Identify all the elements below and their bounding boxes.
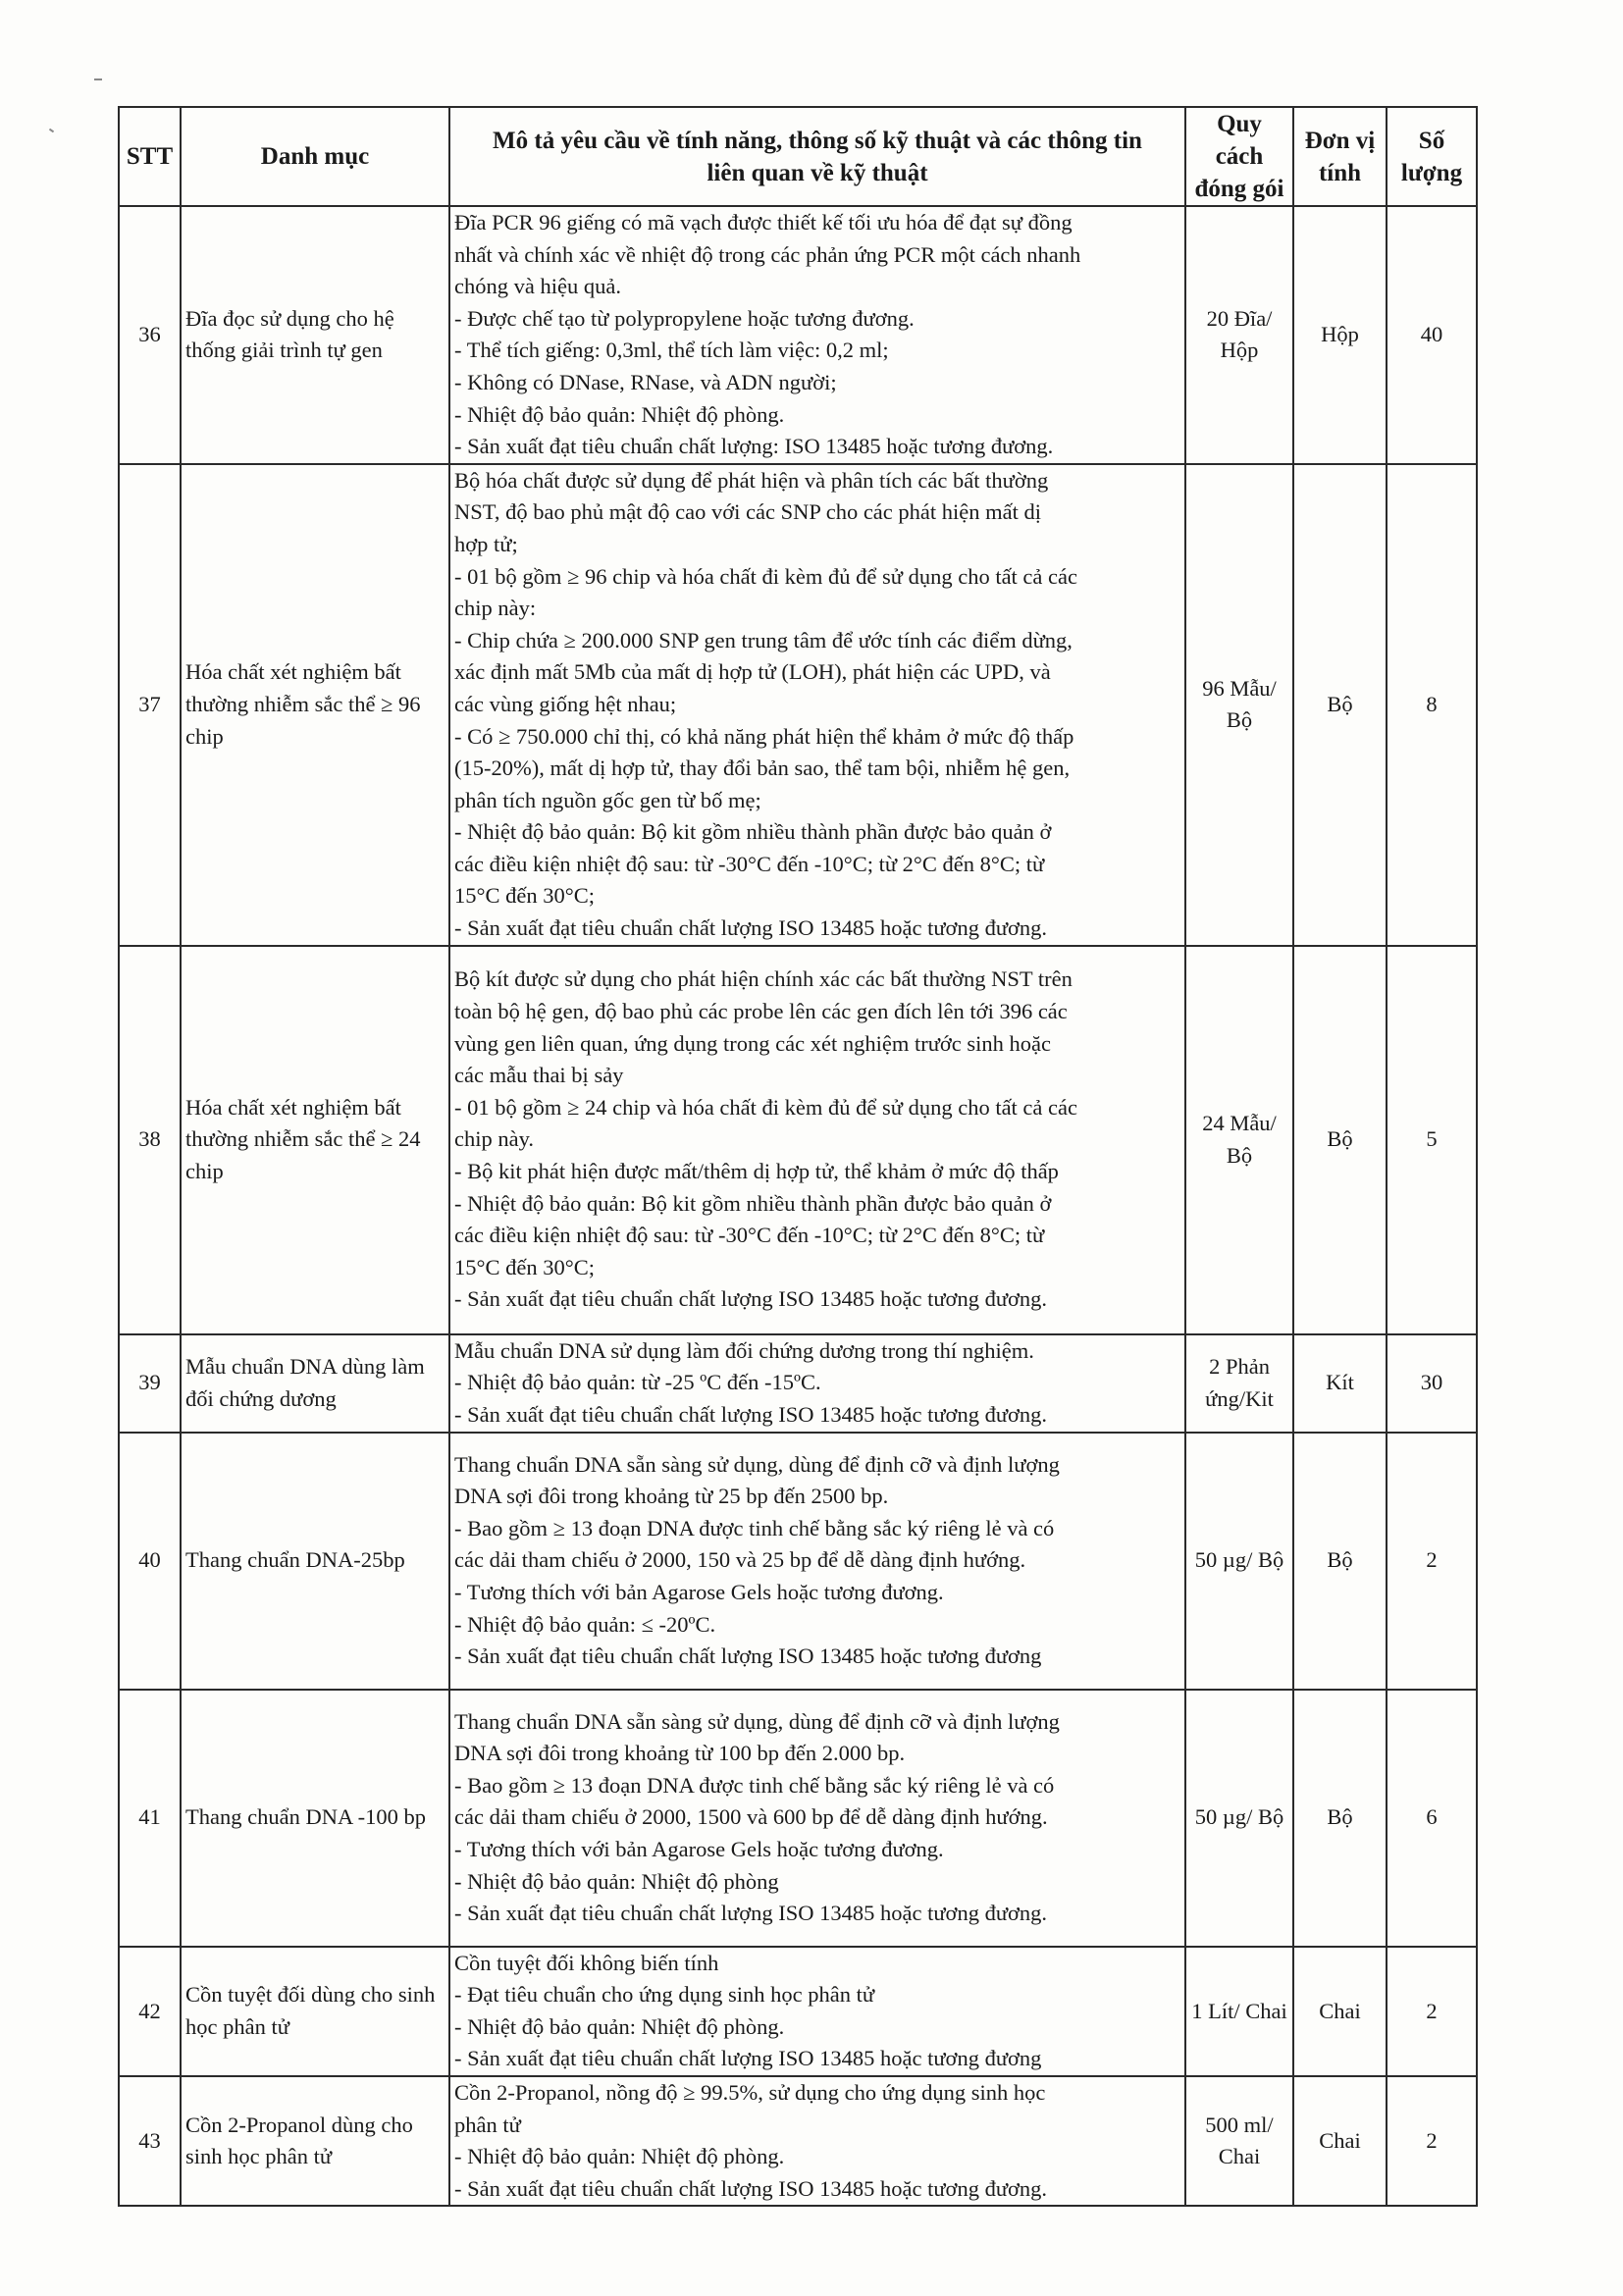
table-row [119, 2076, 1477, 2206]
description-line: - Bao gồm ≥ 13 đoạn DNA được tinh chế bằng sắc ký riêng lẻ và có [454, 1515, 1055, 1540]
description-line: - Bộ kit phát hiện được mất/thêm dị hợp tử, thể khảm ở mức độ thấp [454, 1158, 1059, 1183]
row-stt: 37 [119, 464, 181, 946]
row-unit: Chai [1293, 2076, 1387, 2206]
row-stt: 43 [119, 2076, 181, 2206]
description-line: - Sản xuất đạt tiêu chuẩn chất lượng ISO 13485 hoặc tương đương. [454, 1286, 1048, 1312]
row-description [449, 1433, 1185, 1690]
description-line: - Thể tích giếng: 0,3ml, thể tích làm việc: 0,2 ml; [454, 338, 889, 363]
row-item-name: Mẫu chuẩn DNA dùng làm đối chứng dương [181, 1334, 449, 1433]
description-line: chip này: [454, 596, 537, 621]
description-line: - Nhiệt độ bảo quản: từ -25 ºC đến -15ºC. [454, 1370, 821, 1395]
row-item-name: Cồn tuyệt đối dùng cho sinh học phân tử [181, 1947, 449, 2076]
description-line: toàn bộ hệ gen, độ bao phủ các probe lên các gen đích lên tới 396 các [454, 998, 1068, 1023]
row-unit: Kít [1293, 1334, 1387, 1433]
row-quantity: 2 [1387, 1433, 1477, 1690]
description-line: Thang chuẩn DNA sẵn sàng sử dụng, dùng để định cỡ và định lượng [454, 1708, 1060, 1734]
row-quantity: 2 [1387, 1947, 1477, 2076]
description-line: phân tử [454, 2112, 521, 2137]
description-line: Thang chuẩn DNA sẵn sàng sử dụng, dùng để định cỡ và định lượng [454, 1451, 1060, 1477]
row-quantity: 8 [1387, 464, 1477, 946]
scan-speck [49, 129, 54, 133]
description-line: - Bao gồm ≥ 13 đoạn DNA được tinh chế bằng sắc ký riêng lẻ và có [454, 1772, 1055, 1798]
row-packaging: 96 Mẫu/ Bộ [1185, 464, 1293, 946]
row-packaging: 1 Lít/ Chai [1185, 1947, 1293, 2076]
row-item-name: Cồn 2-Propanol dùng cho sinh học phân tử [181, 2076, 449, 2206]
row-quantity: 2 [1387, 2076, 1477, 2206]
row-item-name: Hóa chất xét nghiệm bất thường nhiễm sắc thể ≥ 24 chip [181, 946, 449, 1334]
description-line: 15°C đến 30°C; [454, 883, 595, 909]
row-stt: 38 [119, 946, 181, 1334]
row-quantity: 6 [1387, 1690, 1477, 1947]
row-stt: 36 [119, 206, 181, 464]
description-line: - Sản xuất đạt tiêu chuẩn chất lượng: ISO 13485 hoặc tương đương. [454, 434, 1054, 459]
row-description [449, 2076, 1185, 2206]
description-line: (15-20%), mất dị hợp tử, thay đổi bản sao, thể tam bội, nhiễm hệ gen, [454, 756, 1071, 781]
description-line: Bộ hóa chất được sử dụng để phát hiện và phân tích các bất thường [454, 467, 1049, 493]
description-line: xác định mất 5Mb của mất dị hợp tử (LOH), phát hiện các UPD, và [454, 659, 1051, 685]
description-line: 15°C đến 30°C; [454, 1254, 595, 1279]
row-unit: Bộ [1293, 464, 1387, 946]
row-description [449, 206, 1185, 464]
table-row [119, 1433, 1477, 1690]
row-stt: 41 [119, 1690, 181, 1947]
description-line: chip này. [454, 1126, 535, 1152]
description-line: các điều kiện nhiệt độ sau: từ -30°C đến -10°C; từ 2°C đến 8°C; từ [454, 1223, 1045, 1248]
description-line: hợp tử; [454, 531, 518, 556]
row-description [449, 1334, 1185, 1433]
row-item-name: Hóa chất xét nghiệm bất thường nhiễm sắc thể ≥ 96 chip [181, 464, 449, 946]
description-line: chóng và hiệu quả. [454, 274, 621, 299]
table-body [119, 206, 1477, 2206]
row-packaging: 20 Đĩa/ Hộp [1185, 206, 1293, 464]
row-packaging: 50 µg/ Bộ [1185, 1690, 1293, 1947]
description-line: - Sản xuất đạt tiêu chuẩn chất lượng ISO 13485 hoặc tương đương. [454, 915, 1048, 941]
description-line: - Nhiệt độ bảo quản: ≤ -20ºC. [454, 1611, 716, 1637]
row-description [449, 1947, 1185, 2076]
row-description [449, 946, 1185, 1334]
description-line: - Sản xuất đạt tiêu chuẩn chất lượng ISO 13485 hoặc tương đương. [454, 1901, 1048, 1926]
description-line: - Được chế tạo từ polypropylene hoặc tương đương. [454, 305, 915, 331]
row-stt: 39 [119, 1334, 181, 1433]
description-line: - Nhiệt độ bảo quản: Nhiệt độ phòng. [454, 2013, 785, 2039]
row-item-name: Thang chuẩn DNA-25bp [181, 1433, 449, 1690]
description-line: - Có ≥ 750.000 chỉ thị, có khả năng phát hiện thể khảm ở mức độ thấp [454, 723, 1074, 749]
description-line: - Sản xuất đạt tiêu chuẩn chất lượng ISO 13485 hoặc tương đương. [454, 1401, 1048, 1427]
row-description [449, 1690, 1185, 1947]
description-line: - Sản xuất đạt tiêu chuẩn chất lượng ISO 13485 hoặc tương đương [454, 2046, 1042, 2071]
description-line: - Nhiệt độ bảo quản: Nhiệt độ phòng. [454, 2144, 785, 2169]
row-description [449, 464, 1185, 946]
row-unit: Hộp [1293, 206, 1387, 464]
description-line: Cồn 2-Propanol, nồng độ ≥ 99.5%, sử dụng cho ứng dụng sinh học [454, 2080, 1046, 2106]
description-line: DNA sợi đôi trong khoảng từ 25 bp đến 2500 bp. [454, 1484, 889, 1509]
description-line: - Sản xuất đạt tiêu chuẩn chất lượng ISO 13485 hoặc tương đương [454, 1644, 1042, 1669]
table-row [119, 1947, 1477, 2076]
row-item-name: Đĩa đọc sử dụng cho hệ thống giải trình tự gen [181, 206, 449, 464]
description-line: - Nhiệt độ bảo quản: Bộ kit gồm nhiều thành phần được bảo quản ở [454, 819, 1052, 845]
description-line: - 01 bộ gồm ≥ 96 chip và hóa chất đi kèm đủ để sử dụng cho tất cả các [454, 563, 1077, 589]
description-line: - Tương thích với bản Agarose Gels hoặc tương đương. [454, 1836, 944, 1861]
specification-table [118, 106, 1478, 2207]
row-unit: Chai [1293, 1947, 1387, 2076]
table-header-row [119, 107, 1477, 206]
header-so-luong: Số lượng [1387, 107, 1477, 206]
header-don-vi: Đơn vị tính [1293, 107, 1387, 206]
description-line: phân tích nguồn gốc gen từ bố mẹ; [454, 787, 761, 812]
description-line: - Sản xuất đạt tiêu chuẩn chất lượng ISO 13485 hoặc tương đương. [454, 2175, 1048, 2201]
description-line: - Tương thích với bản Agarose Gels hoặc tương đương. [454, 1579, 944, 1604]
description-line: Mẫu chuẩn DNA sử dụng làm đối chứng dương trong thí nghiệm. [454, 1337, 1034, 1363]
scan-speck [94, 78, 102, 80]
description-line: - Nhiệt độ bảo quản: Nhiệt độ phòng. [454, 401, 785, 427]
description-line: - Nhiệt độ bảo quản: Nhiệt độ phòng [454, 1868, 779, 1894]
description-line: Bộ kít được sử dụng cho phát hiện chính xác các bất thường NST trên [454, 966, 1073, 992]
row-stt: 40 [119, 1433, 181, 1690]
description-line: - Chip chứa ≥ 200.000 SNP gen trung tâm để ước tính các điểm dừng, [454, 627, 1073, 652]
row-packaging: 500 ml/ Chai [1185, 2076, 1293, 2206]
row-packaging: 24 Mẫu/ Bộ [1185, 946, 1293, 1334]
description-line: - Không có DNase, RNase, và ADN người; [454, 369, 837, 394]
row-item-name: Thang chuẩn DNA -100 bp [181, 1690, 449, 1947]
table-row [119, 1690, 1477, 1947]
description-line: - 01 bộ gồm ≥ 24 chip và hóa chất đi kèm đủ để sử dụng cho tất cả các [454, 1094, 1077, 1120]
header-mo-ta: Mô tả yêu cầu về tính năng, thông số kỹ thuật và các thông tin liên quan về kỹ thuật [449, 107, 1185, 206]
header-quy-cach: Quy cách đóng gói [1185, 107, 1293, 206]
description-line: - Nhiệt độ bảo quản: Bộ kit gồm nhiều thành phần được bảo quản ở [454, 1190, 1052, 1216]
description-line: NST, độ bao phủ mật độ cao với các SNP cho các phát hiện mất dị [454, 499, 1041, 525]
table-row [119, 946, 1477, 1334]
description-line: nhất và chính xác về nhiệt độ trong các phản ứng PCR một cách nhanh [454, 241, 1081, 267]
description-line: vùng gen liên quan, ứng dụng trong các xét nghiệm trước sinh hoặc [454, 1030, 1052, 1056]
description-line: Đĩa PCR 96 giếng có mã vạch được thiết kế tối ưu hóa để đạt sự đồng [454, 210, 1073, 235]
table-row [119, 464, 1477, 946]
row-stt: 42 [119, 1947, 181, 2076]
description-line: Cồn tuyệt đối không biến tính [454, 1950, 719, 1975]
row-packaging: 50 µg/ Bộ [1185, 1433, 1293, 1690]
description-line: các dải tham chiếu ở 2000, 1500 và 600 bp để dễ dàng định hướng. [454, 1804, 1048, 1830]
table-row [119, 1334, 1477, 1433]
description-line: các mẫu thai bị sảy [454, 1063, 624, 1088]
header-stt: STT [119, 107, 181, 206]
description-line: các điều kiện nhiệt độ sau: từ -30°C đến -10°C; từ 2°C đến 8°C; từ [454, 851, 1045, 876]
row-unit: Bộ [1293, 1433, 1387, 1690]
row-quantity: 40 [1387, 206, 1477, 464]
row-packaging: 2 Phản ứng/Kit [1185, 1334, 1293, 1433]
description-line: các vùng giống hệt nhau; [454, 691, 677, 716]
description-line: DNA sợi đôi trong khoảng từ 100 bp đến 2.000 bp. [454, 1741, 906, 1766]
row-unit: Bộ [1293, 1690, 1387, 1947]
table-row [119, 206, 1477, 464]
row-unit: Bộ [1293, 946, 1387, 1334]
header-danh-muc: Danh mục [181, 107, 449, 206]
description-line: các dải tham chiếu ở 2000, 150 và 25 bp để dễ dàng định hướng. [454, 1547, 1026, 1573]
row-quantity: 5 [1387, 946, 1477, 1334]
description-line: - Đạt tiêu chuẩn cho ứng dụng sinh học phân tử [454, 1982, 875, 2008]
row-quantity: 30 [1387, 1334, 1477, 1433]
